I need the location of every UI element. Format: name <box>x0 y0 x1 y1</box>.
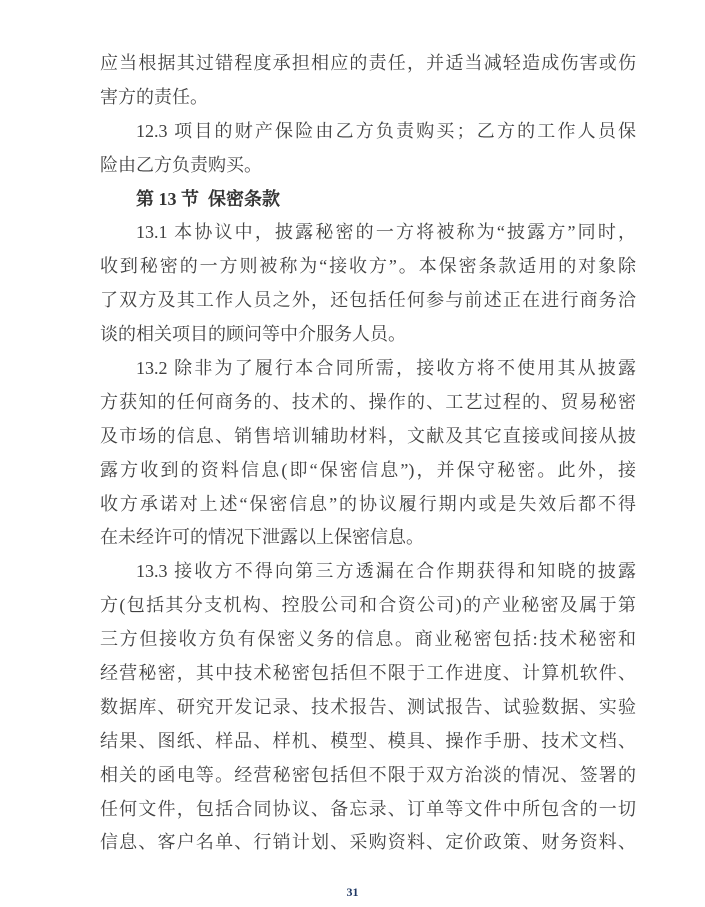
text-line: 经营秘密，其中技术秘密包括但不限于工作进度、计算机软件、 <box>100 663 636 684</box>
paragraph-clause-13-2 <box>100 352 636 555</box>
text-line: 13.2 除非为了履行本合同所需，接收方将不使用其从披露 <box>136 358 636 379</box>
text-line: 任何文件，包括合同协议、备忘录、订单等文件中所包含的一切 <box>100 798 636 819</box>
text-line: 收到秘密的一方则被称为“接收方”。本保密条款适用的对象除 <box>100 256 636 277</box>
text-line: 收方承诺对上述“保密信息”的协议履行期内或是失效后都不得 <box>100 493 636 514</box>
text-line: 12.3 项目的财产保险由乙方负责购买；乙方的工作人员保 <box>136 120 636 141</box>
paragraph-clause-13-1 <box>100 216 636 352</box>
section-heading: 第 13 节 保密条款 <box>136 188 280 209</box>
text-line: 13.1 本协议中，披露秘密的一方将被称为“披露方”同时， <box>136 222 636 243</box>
text-line: 害方的责任。 <box>100 86 208 107</box>
page-number: 31 <box>346 885 359 899</box>
text-line: 在未经许可的情况下泄露以上保密信息。 <box>100 527 424 548</box>
text-line: 应当根据其过错程度承担相应的责任，并适当减轻造成伤害或伤 <box>100 53 636 73</box>
text-line: 结果、图纸、样品、样机、模型、模具、操作手册、技术文档、 <box>100 730 636 751</box>
paragraph-liability-continued <box>100 47 636 115</box>
text-line: 13.3 接收方不得向第三方透漏在合作期获得和知晓的披露 <box>136 561 636 582</box>
text-line: 露方收到的资料信息(即“保密信息”)，并保守秘密。此外，接 <box>100 459 636 480</box>
paragraph-clause-13-3 <box>100 555 636 860</box>
text-line: 谈的相关项目的顾问等中介服务人员。 <box>100 324 406 345</box>
paragraph-clause-12-3 <box>100 115 636 183</box>
text-line: 相关的函电等。经营秘密包括但不限于双方治淡的情况、签署的 <box>100 764 636 785</box>
section-13-heading-block <box>100 183 636 217</box>
document-body <box>100 47 636 860</box>
text-line: 信息、客户名单、行销计划、采购资料、定价政策、财务资料、 <box>100 832 636 853</box>
text-line: 方获知的任何商务的、技术的、操作的、工艺过程的、贸易秘密 <box>100 391 636 412</box>
text-line: 方(包括其分支机构、控股公司和合资公司)的产业秘密及属于第 <box>100 595 636 616</box>
text-line: 三方但接收方负有保密义务的信息。商业秘密包括:技术秘密和 <box>100 629 636 650</box>
text-line: 险由乙方负责购买。 <box>100 154 262 175</box>
text-line: 数据库、研究开发记录、技术报告、测试报告、试验数据、实验 <box>100 696 636 717</box>
text-line: 及市场的信息、销售培训辅助材料，文献及其它直接或间接从披 <box>100 425 636 446</box>
text-line: 了双方及其工作人员之外，还包括任何参与前述正在进行商务洽 <box>100 290 636 311</box>
